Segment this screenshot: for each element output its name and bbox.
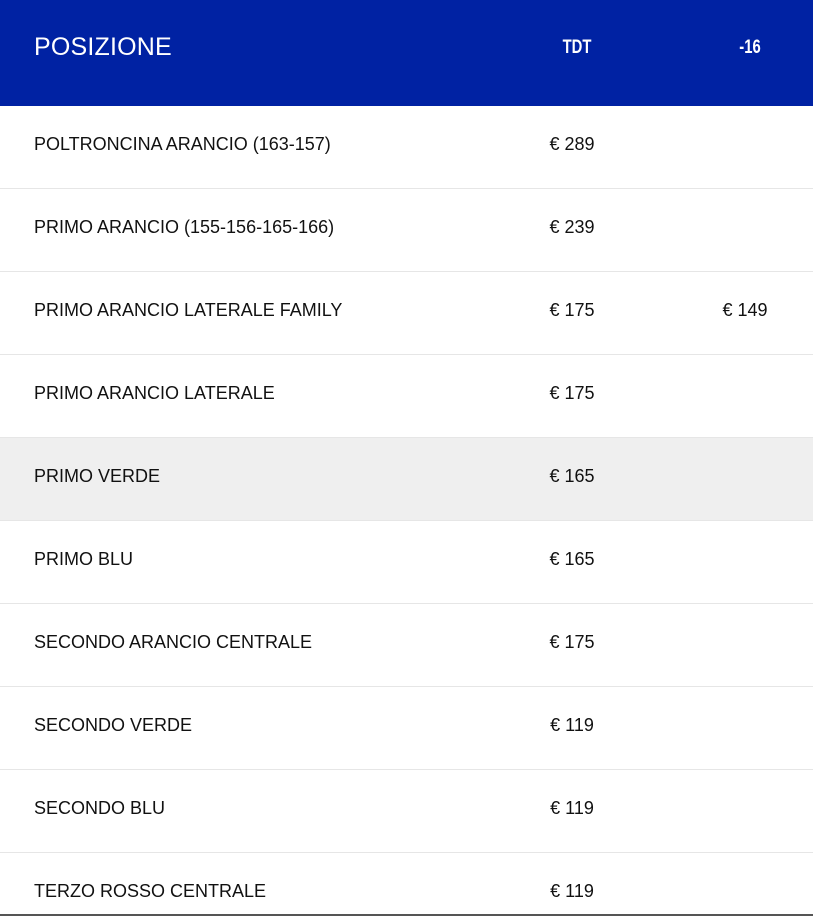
table-row: [0, 604, 813, 687]
cell-tdt-price: € 119: [550, 715, 594, 735]
cell-position: PRIMO ARANCIO LATERALE: [34, 383, 275, 403]
cell-position: SECONDO BLU: [34, 798, 166, 818]
cell-under16-price: [695, 438, 795, 514]
cell-position: POLTRONCINA ARANCIO (163-157): [34, 134, 331, 154]
cell-position: PRIMO VERDE: [34, 466, 161, 486]
cell-under16-price: [695, 770, 795, 846]
cell-tdt-price: € 165: [549, 466, 595, 486]
cell-position: SECONDO ARANCIO CENTRALE: [34, 632, 313, 652]
cell-position: PRIMO ARANCIO (155-156-165-166): [34, 217, 335, 237]
table-row-highlighted: [0, 438, 813, 521]
table-header: [0, 0, 813, 106]
table-row: [0, 106, 813, 189]
cell-tdt-price: € 175: [549, 383, 595, 403]
table-row: [0, 521, 813, 604]
header-position: POSIZIONE: [34, 33, 172, 61]
cell-tdt-price: € 289: [549, 134, 595, 154]
cell-position: PRIMO BLU: [34, 549, 134, 569]
cell-tdt-price: € 119: [550, 881, 594, 901]
table-row: [0, 189, 813, 272]
cell-under16-price: [695, 355, 795, 431]
cell-under16-price: [695, 604, 795, 680]
cell-tdt-price: € 165: [549, 549, 595, 569]
cell-tdt-price: € 239: [549, 217, 595, 237]
table-row: [0, 687, 813, 770]
cell-under16-price: € 149: [722, 300, 768, 320]
cell-under16-price: [695, 106, 795, 182]
cell-position: TERZO ROSSO CENTRALE: [34, 881, 267, 901]
header-under16: -16: [739, 37, 761, 58]
cell-position: PRIMO ARANCIO LATERALE FAMILY: [34, 300, 343, 320]
cell-tdt-price: € 175: [549, 300, 595, 320]
table-row: [0, 853, 813, 916]
cell-under16-price: [695, 687, 795, 763]
cell-tdt-price: € 175: [549, 632, 595, 652]
cell-tdt-price: € 119: [550, 798, 594, 818]
cell-under16-price: [695, 853, 795, 916]
cell-under16-price: [695, 189, 795, 265]
cell-position: SECONDO VERDE: [34, 715, 193, 735]
table-row: [0, 272, 813, 355]
table-row: [0, 770, 813, 853]
table-row: [0, 355, 813, 438]
cell-under16-price: [695, 521, 795, 597]
header-tdt: TDT: [562, 37, 592, 58]
